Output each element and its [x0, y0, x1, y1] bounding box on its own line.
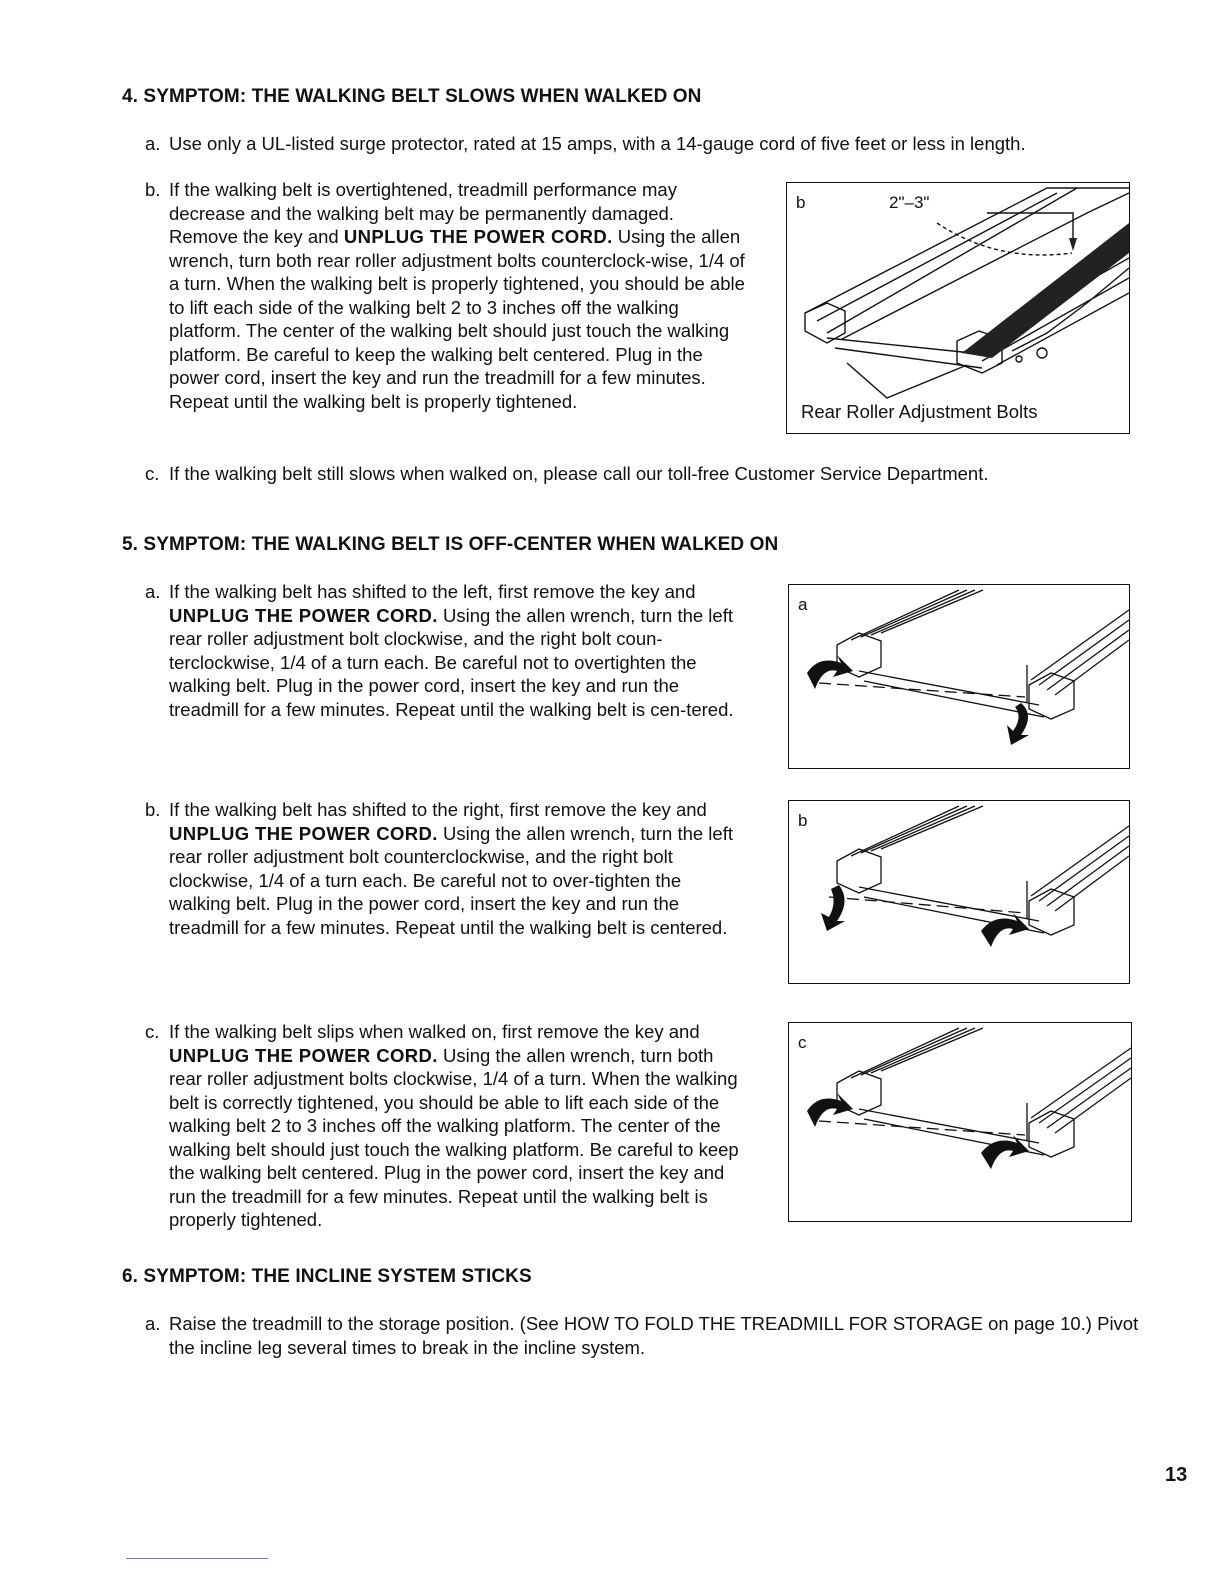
item-text: Raise the treadmill to the storage position. (See HOW TO FOLD THE TREADMILL FOR STORAGE on page 10.) Pivot the incline leg several times to break in the incline system.: [169, 1313, 1139, 1358]
item-text: If the walking belt is overtightened, treadmill performance may decrease and the walking belt may be permanently damaged. Remove the key and UNPLUG THE POWER CORD. Using the allen wrench, turn both rear roller adjustment bolts counterclock-wise, 1/4 of a turn. When the walking belt is properly tightened, you should be able to lift each side of the walking belt 2 to 3 inches off the walking platform. The center of the walking belt should just touch the walking platform. Be careful to keep the walking belt centered. Plug in the power cord, insert the key and run the treadmill for a few minutes. Repeat until the walking belt is properly tightened.: [169, 179, 745, 412]
unplug-warning: UNPLUG THE POWER CORD.: [169, 822, 438, 844]
item-label: a.: [145, 133, 161, 154]
item-label: a.: [145, 1313, 161, 1334]
section-4-item-c: [145, 462, 1125, 486]
item-text: If the walking belt still slows when walked on, please call our toll-free Customer Service Department.: [169, 463, 989, 484]
figure-label: c: [798, 1033, 807, 1052]
treadmill-belt-illustration: [787, 183, 1129, 433]
footer-rule: [126, 1558, 268, 1559]
figure-label: b: [798, 811, 808, 830]
item-label: b.: [145, 799, 161, 820]
item-label: b.: [145, 179, 161, 200]
figure-rear-roller-adjustment: [786, 182, 1130, 434]
treadmill-rear-illustration: [789, 1023, 1131, 1221]
item-label: c.: [145, 1021, 160, 1042]
section-4-item-b: [145, 178, 745, 413]
unplug-warning: UNPLUG THE POWER CORD.: [343, 226, 613, 247]
figure-label: a: [798, 595, 808, 614]
item-text: If the walking belt has shifted to the left, first remove the key and UNPLUG THE POWER CORD. Using the allen wrench, turn the left rear roller adjustment bolt clockwise, and the right bolt coun-terclockwise, 1/4 of a turn each. Be careful not to overtighten the walking belt. Plug in the power cord, insert the key and run the treadmill for a few minutes. Repeat until the walking belt is cen-tered.: [169, 581, 734, 720]
section-6-heading: 6. SYMPTOM: THE INCLINE SYSTEM STICKS: [122, 1266, 532, 1287]
figure-label: b: [796, 193, 806, 212]
figure-belt-shifted-left: [788, 584, 1130, 769]
figure-belt-shifted-right: [788, 800, 1130, 984]
item-text: If the walking belt slips when walked on, first remove the key and UNPLUG THE POWER CORD. Using the allen wrench, turn both rear roller adjustment bolts clockwise, 1/4 of a turn. When the walking belt is correctly tightened, you should be able to lift each side of the walking belt 2 to 3 inches off the walking platform. The center of the walking belt should just touch the walking platform. Be careful to keep the walking belt centered. Plug in the power cord, insert the key and run the treadmill for a few minutes. Repeat until the walking belt is properly tightened.: [169, 1021, 739, 1230]
item-label: c.: [145, 463, 160, 484]
section-4-heading: 4. SYMPTOM: THE WALKING BELT SLOWS WHEN WALKED ON: [122, 86, 702, 107]
page-number: 13: [1165, 1464, 1188, 1486]
section-6-item-a: [145, 1312, 1145, 1359]
item-text: If the walking belt has shifted to the right, first remove the key and UNPLUG THE POWER CORD. Using the allen wrench, turn the left rear roller adjustment bolt counterclockwise, and the right bolt clockwise, 1/4 of a turn each. Be careful not to over-tighten the walking belt. Plug in the power cord, insert the key and run the treadmill for a few minutes. Repeat until the walking belt is centered.: [169, 799, 733, 938]
section-4-item-a: [145, 132, 1125, 156]
section-5-item-a: [145, 580, 745, 721]
figure-belt-slips: [788, 1022, 1132, 1222]
section-5-item-c: [145, 1020, 745, 1232]
treadmill-rear-illustration: [789, 585, 1129, 768]
unplug-warning: UNPLUG THE POWER CORD.: [169, 1044, 438, 1066]
figure-caption: Rear Roller Adjustment Bolts: [801, 401, 1038, 422]
dimension-label: 2"–3": [889, 193, 930, 212]
item-label: a.: [145, 581, 161, 602]
treadmill-rear-illustration: [789, 801, 1129, 983]
unplug-warning: UNPLUG THE POWER CORD.: [169, 604, 438, 626]
item-text: Use only a UL-listed surge protector, rated at 15 amps, with a 14-gauge cord of five feet or less in length.: [169, 133, 1026, 154]
section-5-item-b: [145, 798, 745, 939]
section-5-heading: 5. SYMPTOM: THE WALKING BELT IS OFF-CENTER WHEN WALKED ON: [122, 534, 779, 555]
